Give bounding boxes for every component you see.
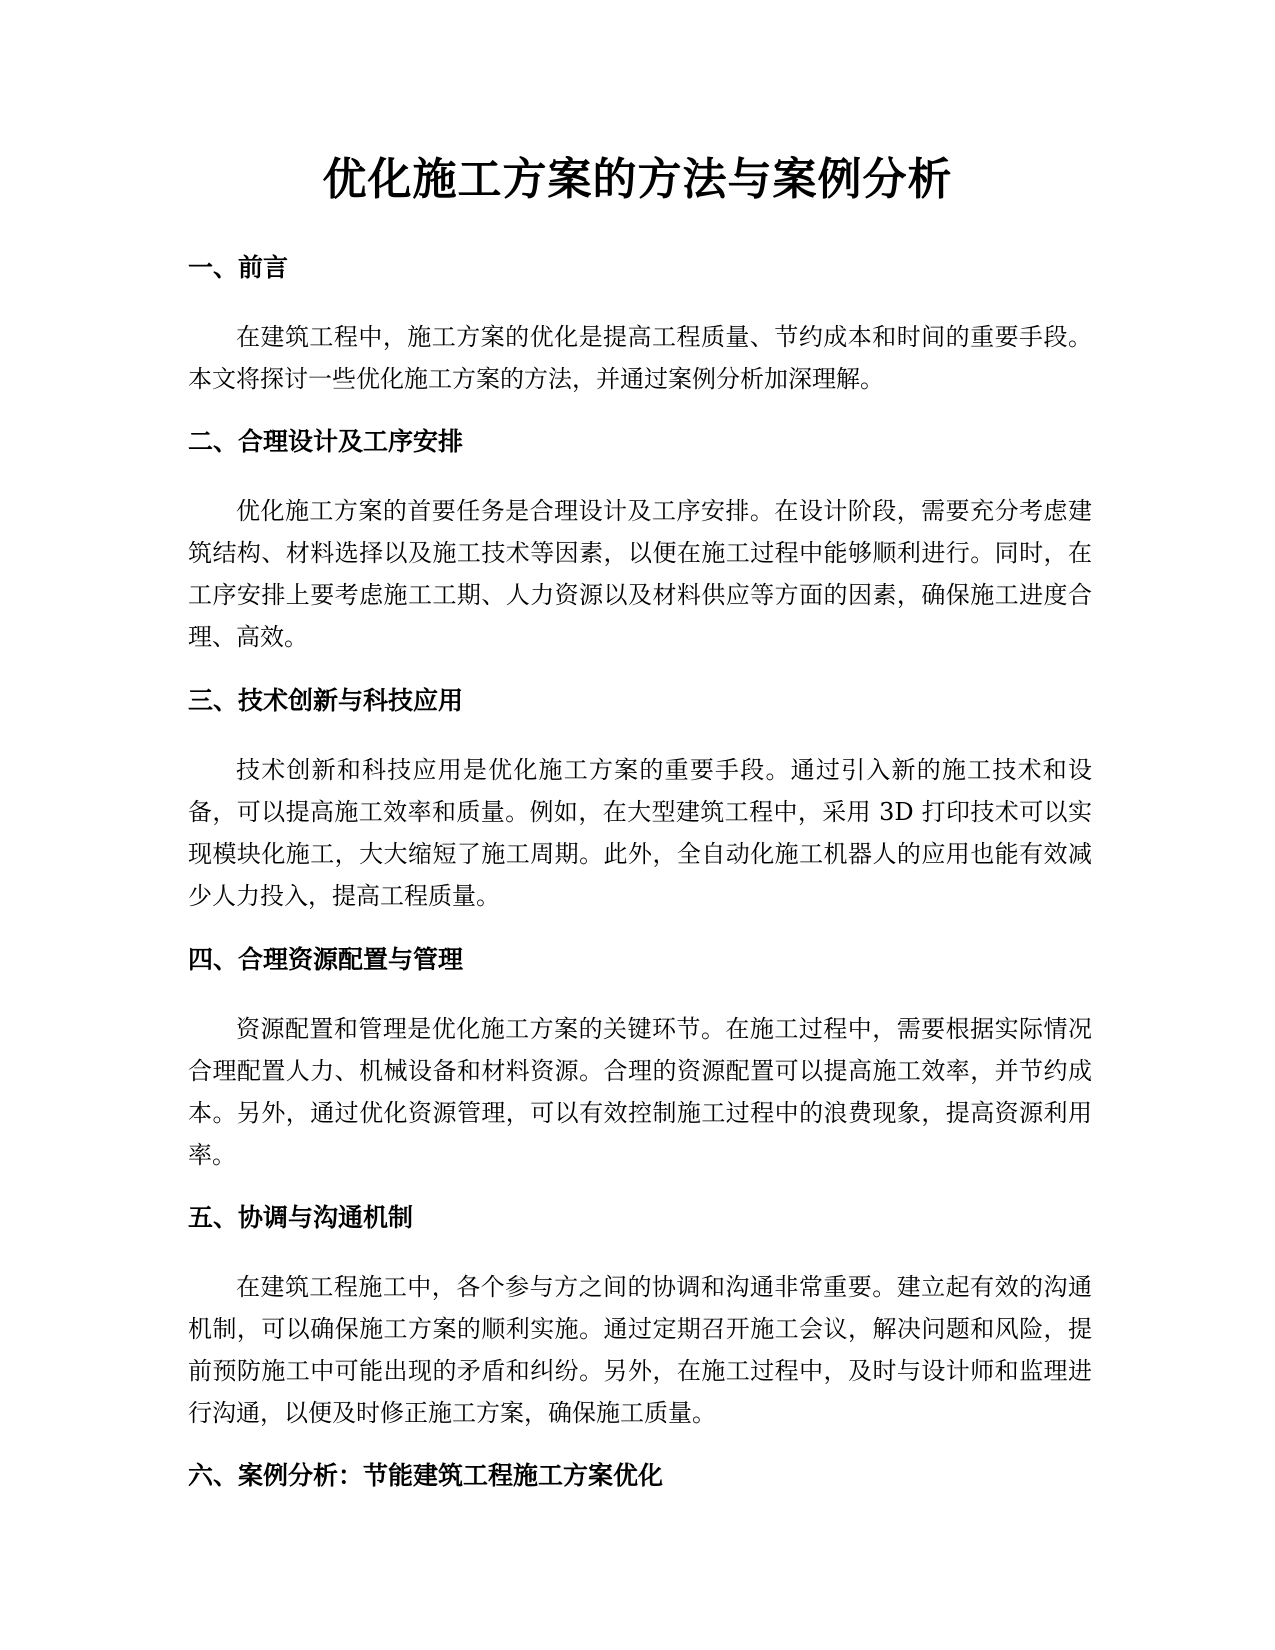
section-technology-innovation xyxy=(188,683,1092,917)
section-design-and-process xyxy=(188,424,1092,658)
section-heading: 五、协调与沟通机制 xyxy=(188,1203,414,1232)
section-heading: 四、合理资源配置与管理 xyxy=(188,945,464,974)
section-resource-management xyxy=(188,942,1092,1176)
section-paragraph: 在建筑工程中，施工方案的优化是提高工程质量、节约成本和时间的重要手段。本文将探讨一些优化施工方案的方法，并通过案例分析加深理解。 xyxy=(188,323,1092,393)
section-coordination xyxy=(188,1200,1092,1434)
section-heading: 三、技术创新与科技应用 xyxy=(188,686,464,715)
section-heading: 六、案例分析：节能建筑工程施工方案优化 xyxy=(188,1461,664,1490)
section-preface xyxy=(188,250,1092,400)
section-heading: 二、合理设计及工序安排 xyxy=(188,427,464,456)
section-case-study xyxy=(188,1458,1092,1494)
document-title: 优化施工方案的方法与案例分析 xyxy=(322,154,953,205)
section-paragraph: 优化施工方案的首要任务是合理设计及工序安排。在设计阶段，需要充分考虑建筑结构、材料选择以及施工技术等因素，以便在施工过程中能够顺利进行。同时，在工序安排上要考虑施工工期、人力资源以及材料供应等方面的因素，确保施工进度合理、高效。 xyxy=(188,497,1092,651)
section-paragraph: 在建筑工程施工中，各个参与方之间的协调和沟通非常重要。建立起有效的沟通机制，可以确保施工方案的顺利实施。通过定期召开施工会议，解决问题和风险，提前预防施工中可能出现的矛盾和纠纷。另外，在施工过程中，及时与设计师和监理进行沟通，以便及时修正施工方案，确保施工质量。 xyxy=(188,1273,1092,1427)
section-paragraph: 技术创新和科技应用是优化施工方案的重要手段。通过引入新的施工技术和设备，可以提高施工效率和质量。例如，在大型建筑工程中，采用 3D 打印技术可以实现模块化施工，大大缩短了施工周期。此外，全自动化施工机器人的应用也能有效减少人力投入，提高工程质量。 xyxy=(188,756,1092,910)
section-heading: 一、前言 xyxy=(188,253,289,282)
section-paragraph: 资源配置和管理是优化施工方案的关键环节。在施工过程中，需要根据实际情况合理配置人力、机械设备和材料资源。合理的资源配置可以提高施工效率，并节约成本。另外，通过优化资源管理，可以有效控制施工过程中的浪费现象，提高资源利用率。 xyxy=(188,1015,1092,1169)
